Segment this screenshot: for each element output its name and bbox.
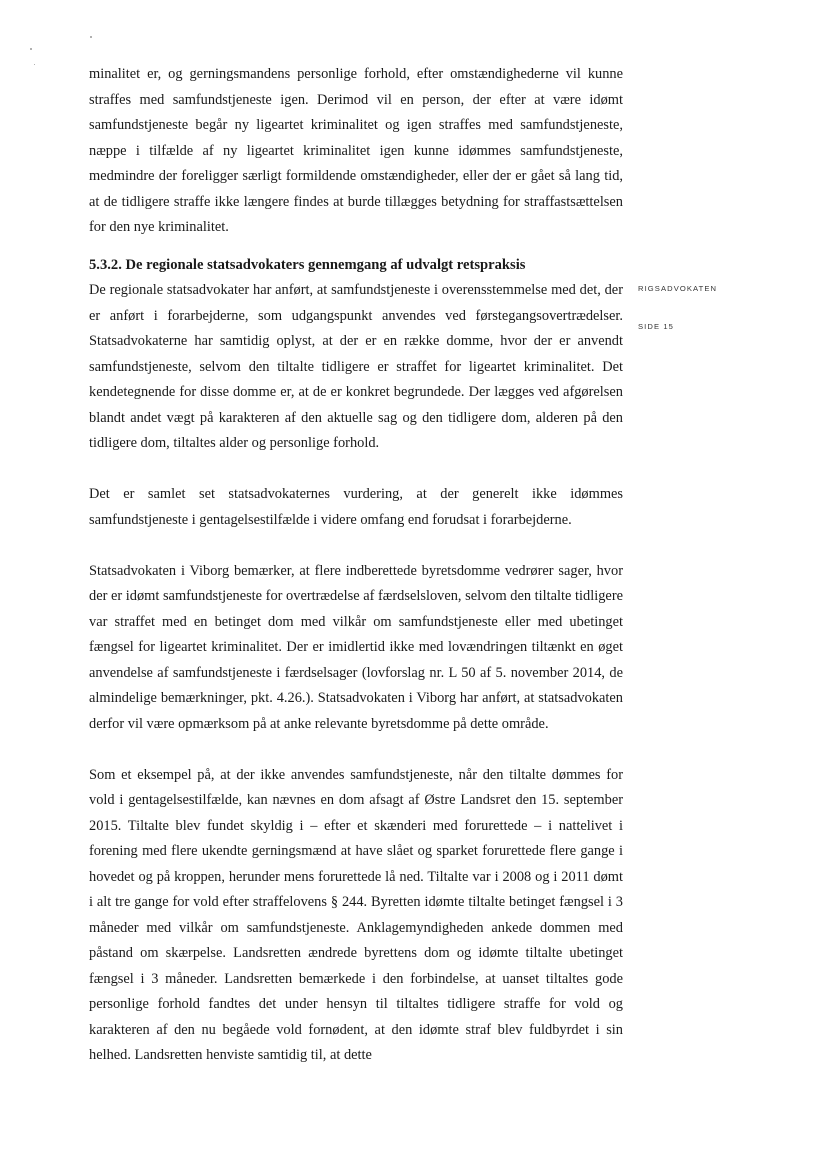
paragraph: Statsadvokaten i Viborg bemærker, at flere indberettede byretsdomme vedrører sager, hvor der er idømt samfundstjeneste for overtrædelse af færdselsloven, selvom den tiltalte tidligere var straffet med en betinget dom med vilkår om samfundstjeneste eller med ubetinget fængsel for ligeartet kriminalitet. Der er imidlertid ikke med lovændringen tiltænkt en øget anvendelse af samfundstjeneste i færdselsager (lovforslag nr. L 50 af 5. november 2014, de almindelige bemærkninger, pkt. 4.26.). Statsadvokaten i Viborg har anført, at statsadvokaten derfor vil være opmærksom på at anke relevante byretsdomme på dette område.	[89, 562, 623, 732]
scan-speck	[90, 36, 92, 38]
sidebar-page-number: SIDE 15	[638, 322, 674, 331]
paragraph: De regionale statsadvokater har anført, at samfundstjeneste i overensstemmelse med det, der er anført i forarbejderne, som udgangspunkt anvendes ved førstegangsovertrædelser. Statsadvokaterne har samtidig oplyst, at der er en række domme, hvor der er anvendt samfundstjeneste, selvom den tiltalte tidligere er straffet for ligeartet kriminalitet. Det kendetegnende for disse domme er, at de er konkret begrundede. Der lægges ved afgørelsen blandt andet vægt på karakteren af den aktuelle sag og den tidligere dom, alderen på den tidligere dom, tiltaltes alder og personlige forhold.	[89, 282, 623, 451]
paragraph: Som et eksempel på, at der ikke anvendes samfundstjeneste, når den tiltalte dømmes for vold i gentagelsestilfælde, kan nævnes en dom afsagt af Østre Landsret den 15. september 2015. Tiltalte blev fundet skyldig i – efter et skænderi med forurettede – i nattelivet i forening med flere ukendte gerningsmænd at have slået og sparket forurettede flere gange i hovedet og på kroppen, herunder mens forurettede lå ned. Tiltalte var i 2008 og i 2011 dømt i alt tre gange for vold efter straffelovens § 244. Byretten idømte tiltalte betinget fængsel i 3 måneder med vilkår om samfundstjeneste. Anklagemyndigheden ankede dommen med påstand om skærpelse. Landsretten ændrede byrettens dom og idømte tiltalte ubetinget fængsel i 3 måneder. Landsretten bemærkede i den forbindelse, at uanset tiltaltes gode personlige forhold fandtes det under hensyn til tiltaltes tidligere straffe for vold og karakteren af den nu begåede vold fornødent, at den idømte straf blev fuldbyrdet i sin helhed. Landsretten henviste samtidig til, at dette	[89, 766, 623, 1063]
sidebar-organization: RIGSADVOKATEN	[638, 284, 718, 293]
paragraph-continuation: minalitet er, og gerningsmandens personlige forhold, efter omstændighederne vil kunne straffes med samfundstjeneste igen. Derimod vil en person, der efter at være idømt samfundstjeneste begår ny ligeartet kriminalitet og igen straffes med samfundstjeneste, næppe i tilfælde af ny ligeartet kriminalitet igen kunne idømmes samfundstjeneste, medmindre der foreligger særligt formildende omstændigheder, eller der er gået så lang tid, at de tidligere straffe ikke længere findes at burde tillægges betydning for straffastsættelsen for den nye kriminalitet.	[89, 66, 623, 235]
section-heading: 5.3.2. De regionale statsadvokaters gennemgang af udvalgt retspraksis	[89, 256, 526, 273]
body-text	[89, 62, 623, 1069]
scan-speck	[30, 48, 32, 50]
paragraph: Det er samlet set statsadvokaternes vurdering, at der generelt ikke idømmes samfundstjeneste i gentagelsestilfælde i videre omfang end forudsat i forarbejderne.	[89, 486, 623, 528]
scan-speck	[34, 64, 35, 65]
